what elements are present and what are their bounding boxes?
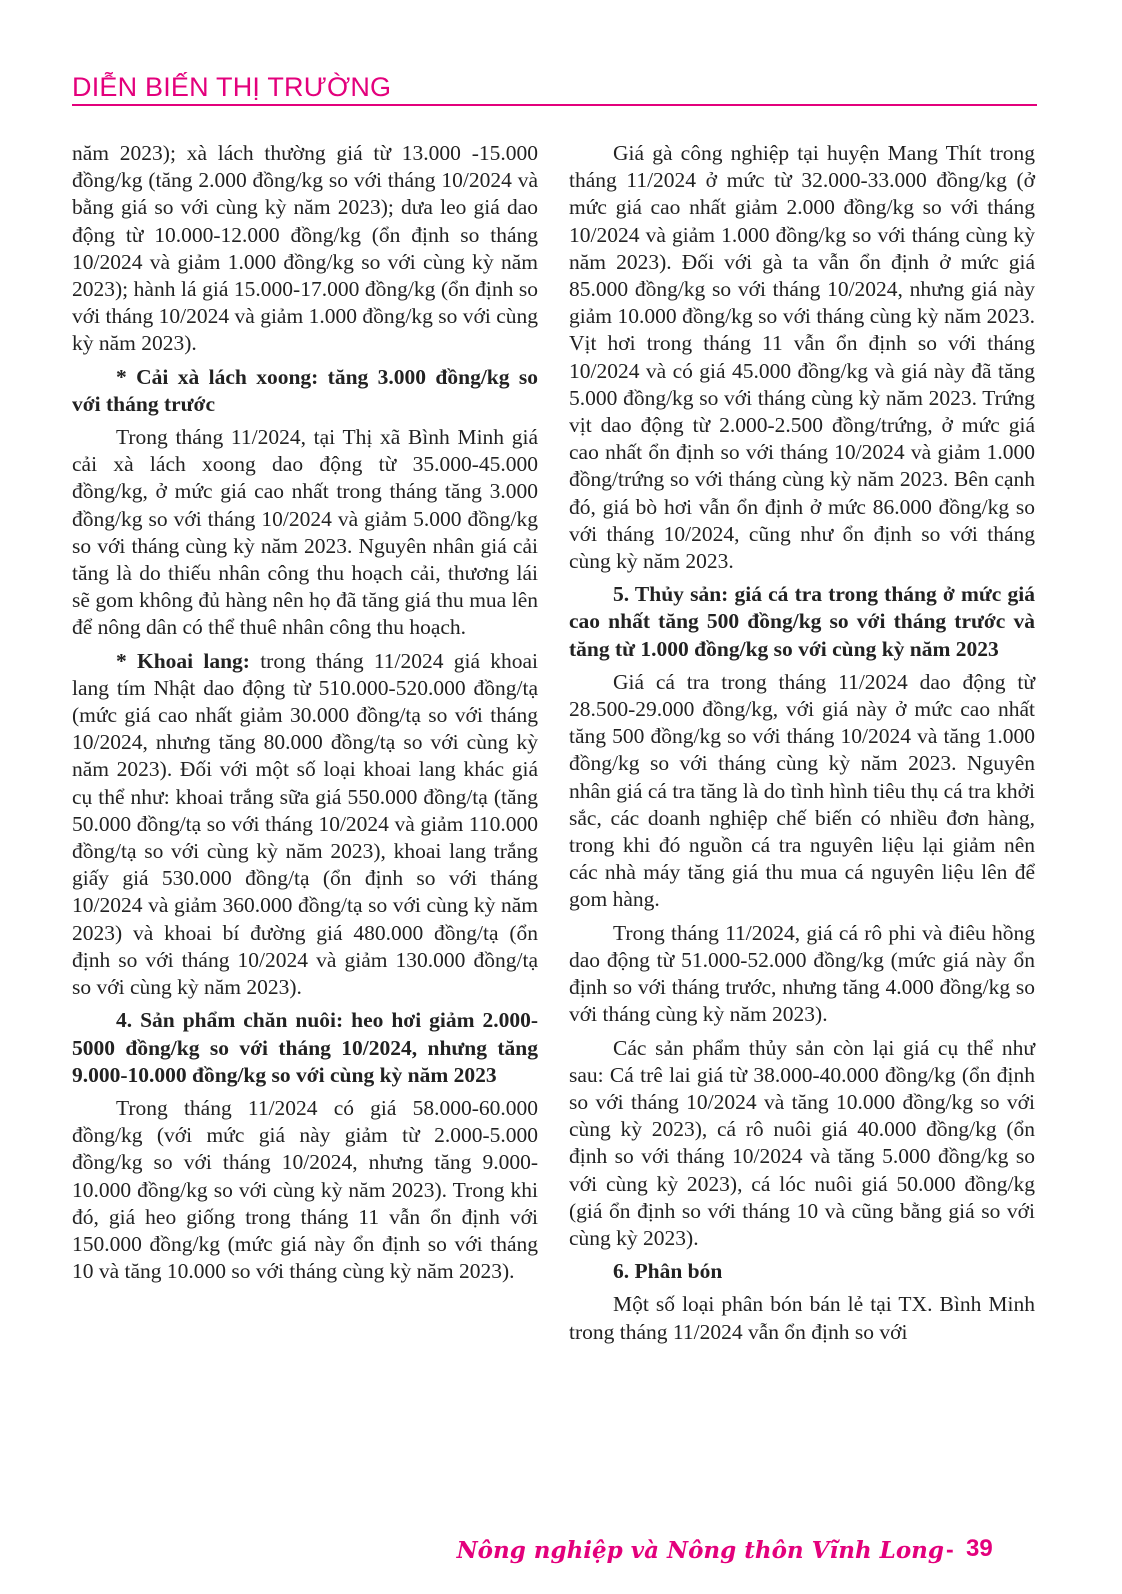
body-paragraph-khoai-lang (72, 648, 538, 1002)
body-paragraph: Giá gà công nghiệp tại huyện Mang Thít trong tháng 11/2024 ở mức từ 32.000-33.000 đồng/kg (ở mức giá cao nhất giảm 2.000 đồng/kg so với tháng 10/2024 và giảm 1.000 đồng/kg so với tháng cùng kỳ năm 2023). Đối với gà ta vẫn ổn định ở mức giá 85.000 đồng/kg so với tháng 10/2024, nhưng giá này giảm 10.000 đồng/kg so với tháng cùng kỳ năm 2023. Vịt hơi trong tháng 11 vẫn ổn định so với tháng 10/2024 và có giá 45.000 đồng/kg và giá này đã tăng 5.000 đồng/kg so với tháng cùng kỳ năm 2023. Trứng vịt dao động từ 2.000-2.500 đồng/trứng, ở mức giá cao nhất ổn định so với tháng 10/2024 và giảm 1.000 đồng/trứng so với tháng cùng kỳ năm 2023. Bên cạnh đó, giá bò hơi vẫn ổn định ở mức 86.000 đồng/kg so với tháng 10/2024, cũng như ổn định so với tháng cùng kỳ năm 2023. (569, 141, 1035, 574)
page-number: 39 (966, 1535, 993, 1562)
subheading-cai-xa-lach-xoong: * Cải xà lách xoong: tăng 3.000 đồng/kg so với tháng trước (72, 364, 538, 416)
right-column (569, 140, 1035, 1352)
heading-section-6: 6. Phân bón (613, 1259, 723, 1284)
heading-section-4: 4. Sản phẩm chăn nuôi: heo hơi giảm 2.000-5000 đồng/kg so với tháng 10/2024, nhưng tăng 9.000-10.000 đồng/kg so với cùng kỳ năm 2023 (72, 1008, 538, 1087)
inline-label-khoai-lang: * Khoai lang: (116, 648, 250, 673)
body-text: trong tháng 11/2024 giá khoai lang tím Nhật dao động từ 510.000-520.000 đồng/tạ (mức giá cao nhất giảm 30.000 đồng/tạ so với tháng 10/2024, nhưng tăng 80.000 đồng/tạ so với cùng kỳ năm 2023). Đối với một số loại khoai lang khác giá cụ thể như: khoai trắng sữa giá 550.000 đồng/tạ (tăng 50.000 đồng/tạ so với tháng 10/2024 và giảm 110.000 đồng/tạ so với cùng kỳ năm 2023), khoai lang trắng giấy giá 530.000 đồng/tạ (ổn định so với tháng 10/2024 và giảm 360.000 đồng/tạ so với cùng kỳ năm 2023) và khoai bí đường giá 480.000 đồng/tạ (ổn định so với tháng 10/2024 và giảm 130.000 đồng/tạ so với cùng kỳ năm 2023). (72, 648, 538, 1000)
body-paragraph: Trong tháng 11/2024, tại Thị xã Bình Minh giá cải xà lách xoong dao động từ 35.000-45.000 đồng/kg, ở mức giá cao nhất trong tháng tăng 3.000 đồng/kg so với tháng 10/2024 và giảm 5.000 đồng/kg so với tháng cùng kỳ năm 2023. Nguyên nhân giá cải tăng là do thiếu nhân công thu hoạch cải, thương lái sẽ gom không đủ hàng nên họ đã tăng giá thu mua lên để nông dân có thể thuê nhân công thu hoạch. (72, 425, 538, 640)
footer-publication-title: Nông nghiệp và Nông thôn Vĩnh Long (456, 1537, 944, 1564)
body-paragraph: Trong tháng 11/2024, giá cá rô phi và điêu hồng dao động từ 51.000-52.000 đồng/kg (mức giá này ổn định so với tháng trước, nhưng tăng 4.000 đồng/kg so với tháng cùng kỳ năm 2023). (569, 920, 1035, 1027)
section-title: DIỄN BIẾN THỊ TRƯỜNG (72, 72, 392, 102)
body-paragraph: Một số loại phân bón bán lẻ tại TX. Bình Minh trong tháng 11/2024 vẫn ổn định so với (569, 1292, 1035, 1344)
body-paragraph: Trong tháng 11/2024 có giá 58.000-60.000 đồng/kg (với mức giá này giảm từ 2.000-5.000 đồng/kg so với tháng 10/2024, nhưng tăng 9.000-10.000 đồng/kg so với cùng kỳ năm 2023). Trong khi đó, giá heo giống trong tháng 11 vẫn ổn định với 150.000 đồng/kg (mức giá này ổn định so với tháng 10 và tăng 10.000 so với tháng cùng kỳ năm 2023). (72, 1095, 538, 1284)
body-paragraph: Các sản phẩm thủy sản còn lại giá cụ thể như sau: Cá trê lai giá từ 38.000-40.000 đồng/kg (ổn định so với tháng 10/2024 và tăng 10.000 đồng/kg so với cùng kỳ 2023), cá rô nuôi giá 40.000 đồng/kg (ổn định so với tháng 10/2024 và tăng 5.000 đồng/kg so với cùng kỳ 2023), cá lóc nuôi giá 50.000 đồng/kg (giá ổn định so với tháng 10 và cũng bằng giá so với cùng kỳ 2023). (569, 1035, 1035, 1250)
header-divider (72, 104, 1037, 106)
footer-separator: - (946, 1536, 954, 1562)
body-paragraph: năm 2023); xà lách thường giá từ 13.000 -15.000 đồng/kg (tăng 2.000 đồng/kg so với tháng 10/2024 và bằng giá so với cùng kỳ năm 2023); dưa leo giá dao động từ 10.000-12.000 đồng/kg (ổn định so tháng 10/2024 và giảm 1.000 đồng/kg so với cùng kỳ năm 2023); hành lá giá 15.000-17.000 đồng/kg (ổn định so với tháng 10/2024 và giảm 1.000 đồng/kg so với cùng kỳ năm 2023). (72, 141, 538, 356)
heading-section-5: 5. Thủy sản: giá cá tra trong tháng ở mức giá cao nhất tăng 500 đồng/kg so với tháng trước và tăng từ 1.000 đồng/kg so với cùng kỳ năm 2023 (569, 582, 1035, 661)
body-paragraph: Giá cá tra trong tháng 11/2024 dao động từ 28.500-29.000 đồng/kg, với giá này ở mức cao nhất tăng 500 đồng/kg so với tháng 10/2024 và tăng 1.000 đồng/kg so với tháng cùng kỳ năm 2023. Nguyên nhân giá cá tra tăng là do tình hình tiêu thụ cá tra khởi sắc, các doanh nghiệp chế biến có nhiều đơn hàng, trong khi đó nguồn cá tra nguyên liệu lại giảm nên các nhà máy tăng giá thu mua cá nguyên liệu lên để gom hàng. (569, 669, 1035, 912)
left-column (72, 140, 538, 1291)
